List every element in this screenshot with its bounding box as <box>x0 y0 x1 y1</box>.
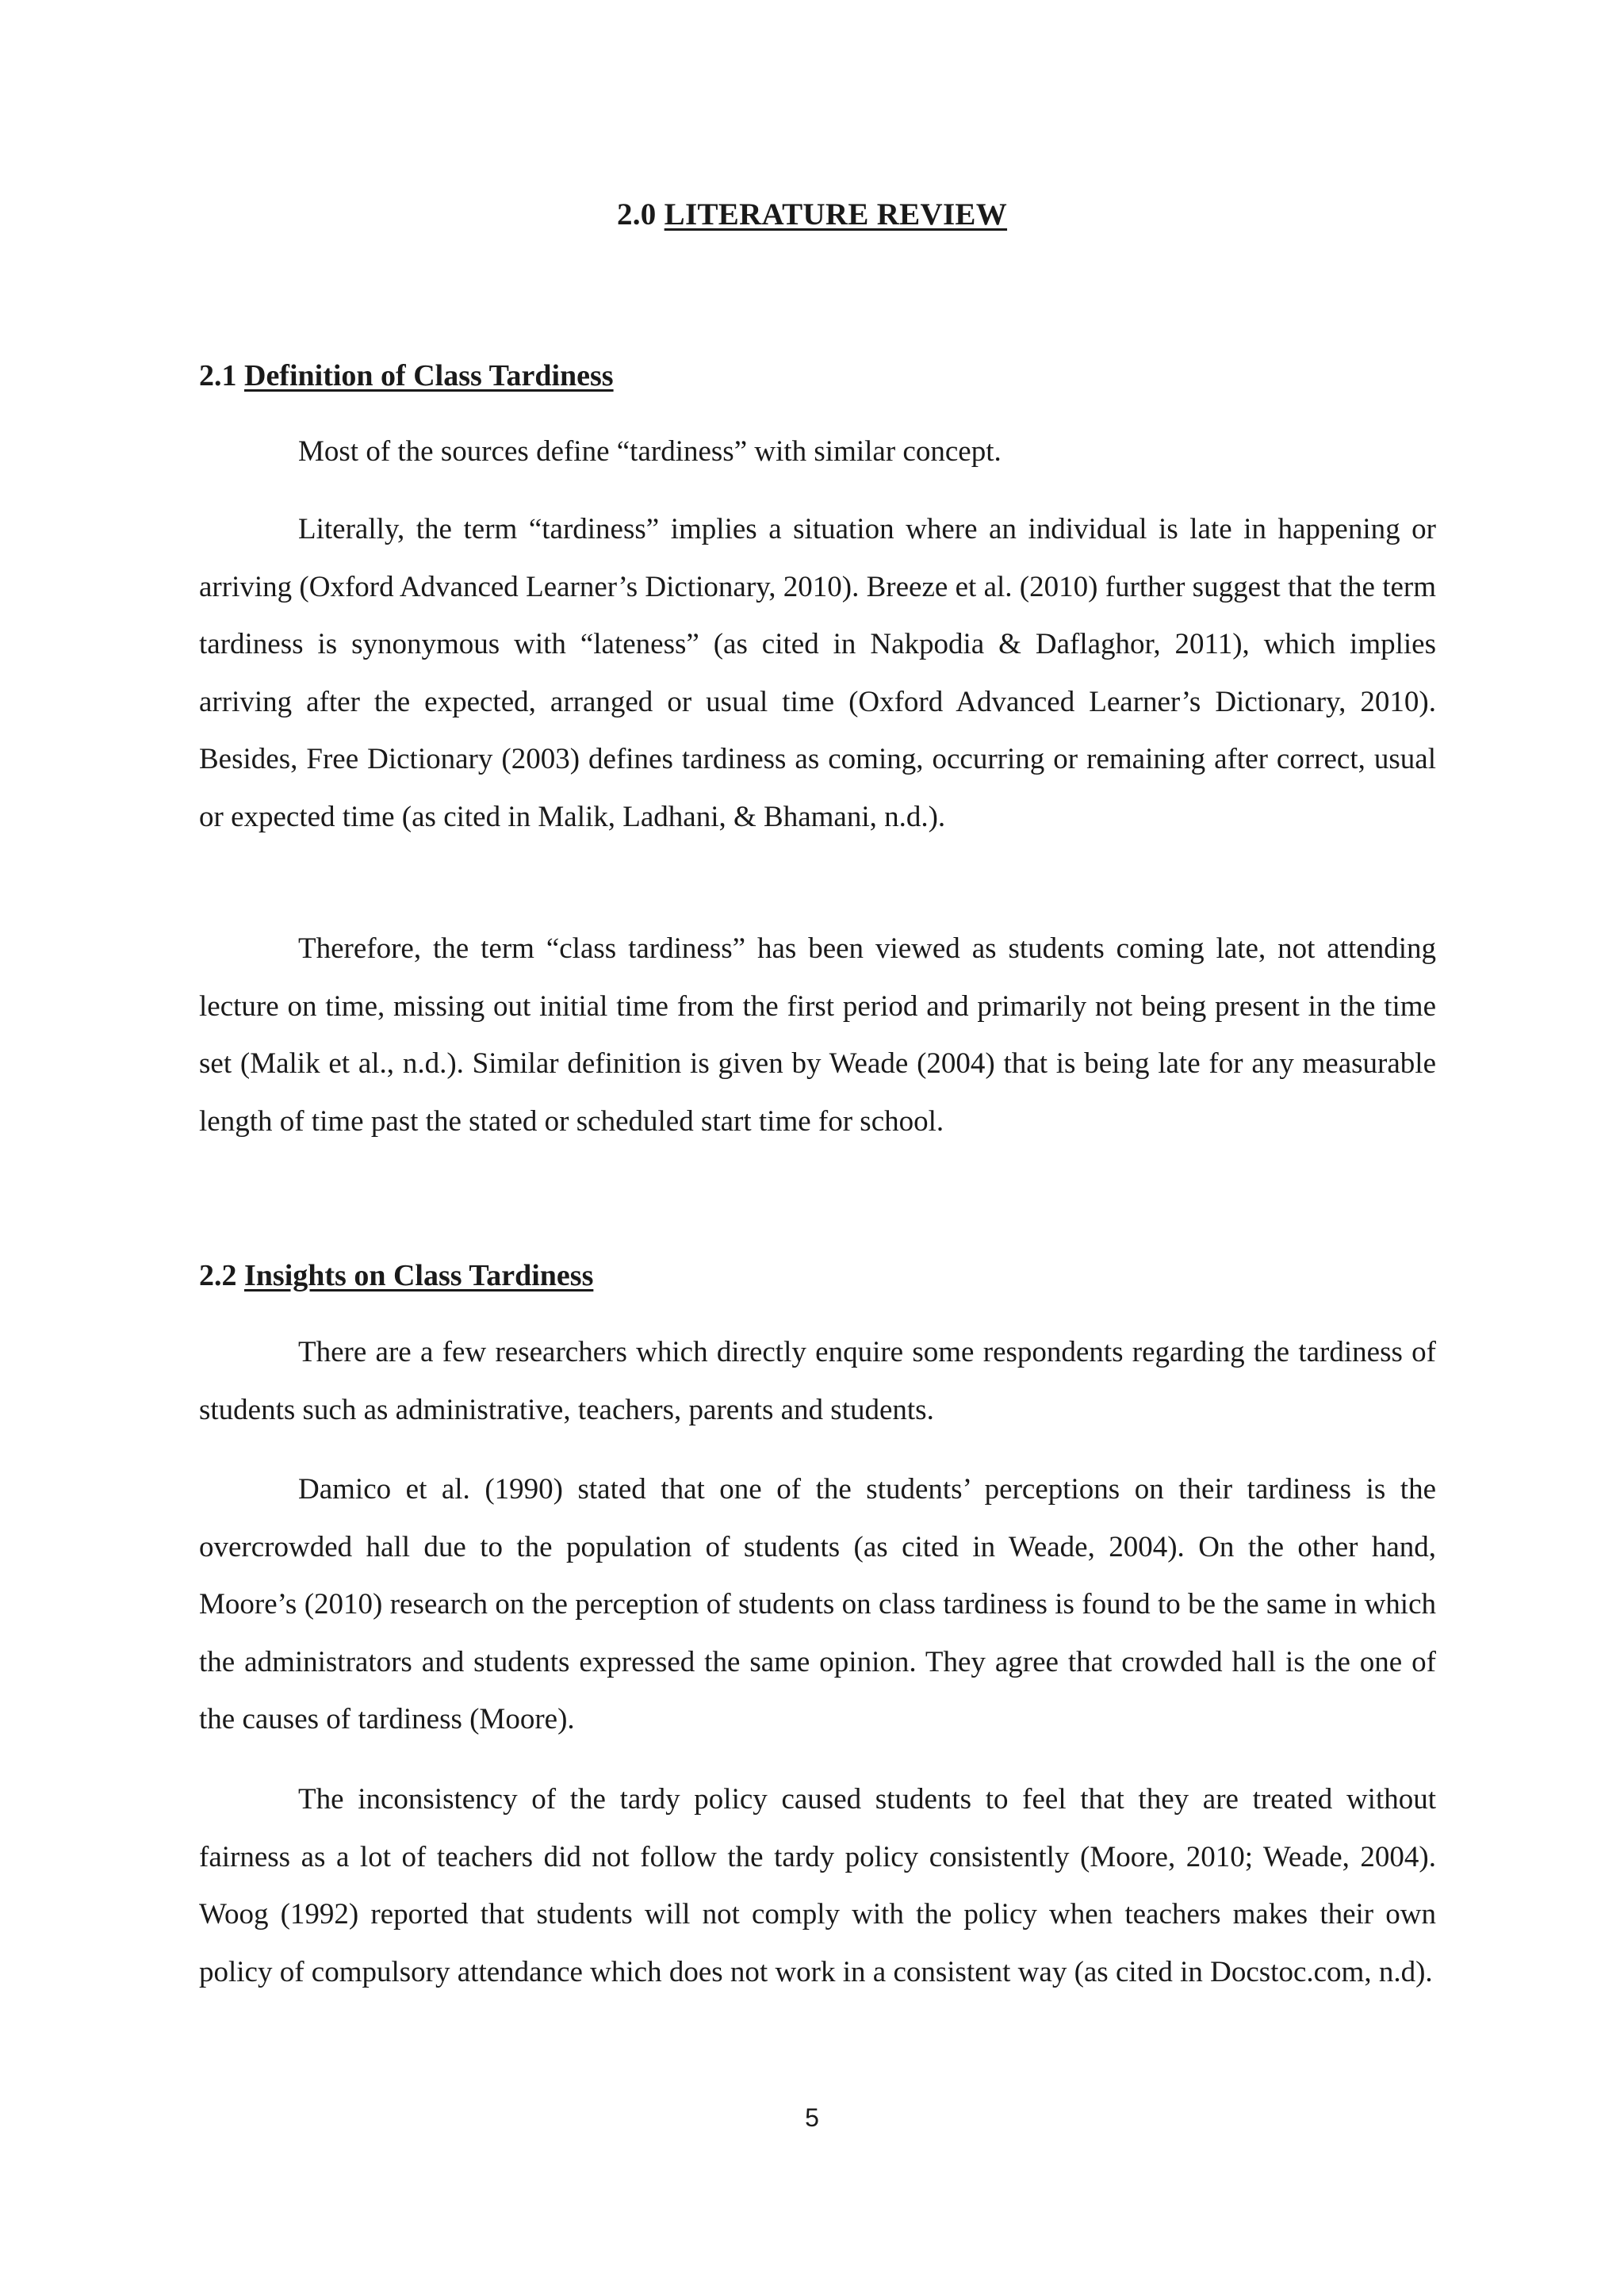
page-number: 5 <box>805 2103 819 2132</box>
paragraph: The inconsistency of the tardy policy caused students to feel that they are treated without fairness as a lot of teachers did not follow the tardy policy consistently (Moore, 2010; Weade, 2004). Woog (1992) reported that students will not comply with the policy when teachers makes their own policy of compulsory attendance which does not work in a consistent way (as cited in Docstoc.com, n.d). <box>199 1783 1436 1988</box>
paragraph: Most of the sources define “tardiness” with similar concept. <box>298 435 1002 468</box>
chapter-number: 2.0 <box>616 197 657 232</box>
section-number: 2.1 <box>199 359 237 392</box>
section-number: 2.2 <box>199 1259 237 1292</box>
section-title: Definition of Class Tardiness <box>244 359 614 392</box>
paragraph: There are a few researchers which directly enquire some respondents regarding the tardiness of students such as administrative, teachers, parents and students. <box>199 1336 1436 1426</box>
chapter-title-text: LITERATURE REVIEW <box>664 197 1008 232</box>
paragraph: Damico et al. (1990) stated that one of the students’ perceptions on their tardiness is the overcrowded hall due to the population of students (as cited in Weade, 2004). On the other hand, Moore’s (2010) research on the perception of students on class tardiness is found to be the same in which the administrators and students expressed the same opinion. They agree that crowded hall is the one of the causes of tardiness (Moore). <box>199 1473 1436 1735</box>
chapter-title <box>0 197 1624 232</box>
section-title: Insights on Class Tardiness <box>244 1259 594 1292</box>
paragraph: Therefore, the term “class tardiness” has been viewed as students coming late, not attending lecture on time, missing out initial time from the first period and primarily not being present in the time set (Malik et al., n.d.). Similar definition is given by Weade (2004) that is being late for any measurable length of time past the stated or scheduled start time for school. <box>199 932 1436 1138</box>
section-heading-insights <box>199 1258 593 1293</box>
paragraph: Literally, the term “tardiness” implies a situation where an individual is late in happening or arriving (Oxford Advanced Learner’s Dictionary, 2010). Breeze et al. (2010) further suggest that the term tardiness is synonymous with “lateness” (as cited in Nakpodia & Daflaghor, 2011), which implies arriving after the expected, arranged or usual time (Oxford Advanced Learner’s Dictionary, 2010). Besides, Free Dictionary (2003) defines tardiness as coming, occurring or remaining after correct, usual or expected time (as cited in Malik, Ladhani, & Bhamani, n.d.). <box>199 513 1436 833</box>
section-heading-definition <box>199 358 614 393</box>
